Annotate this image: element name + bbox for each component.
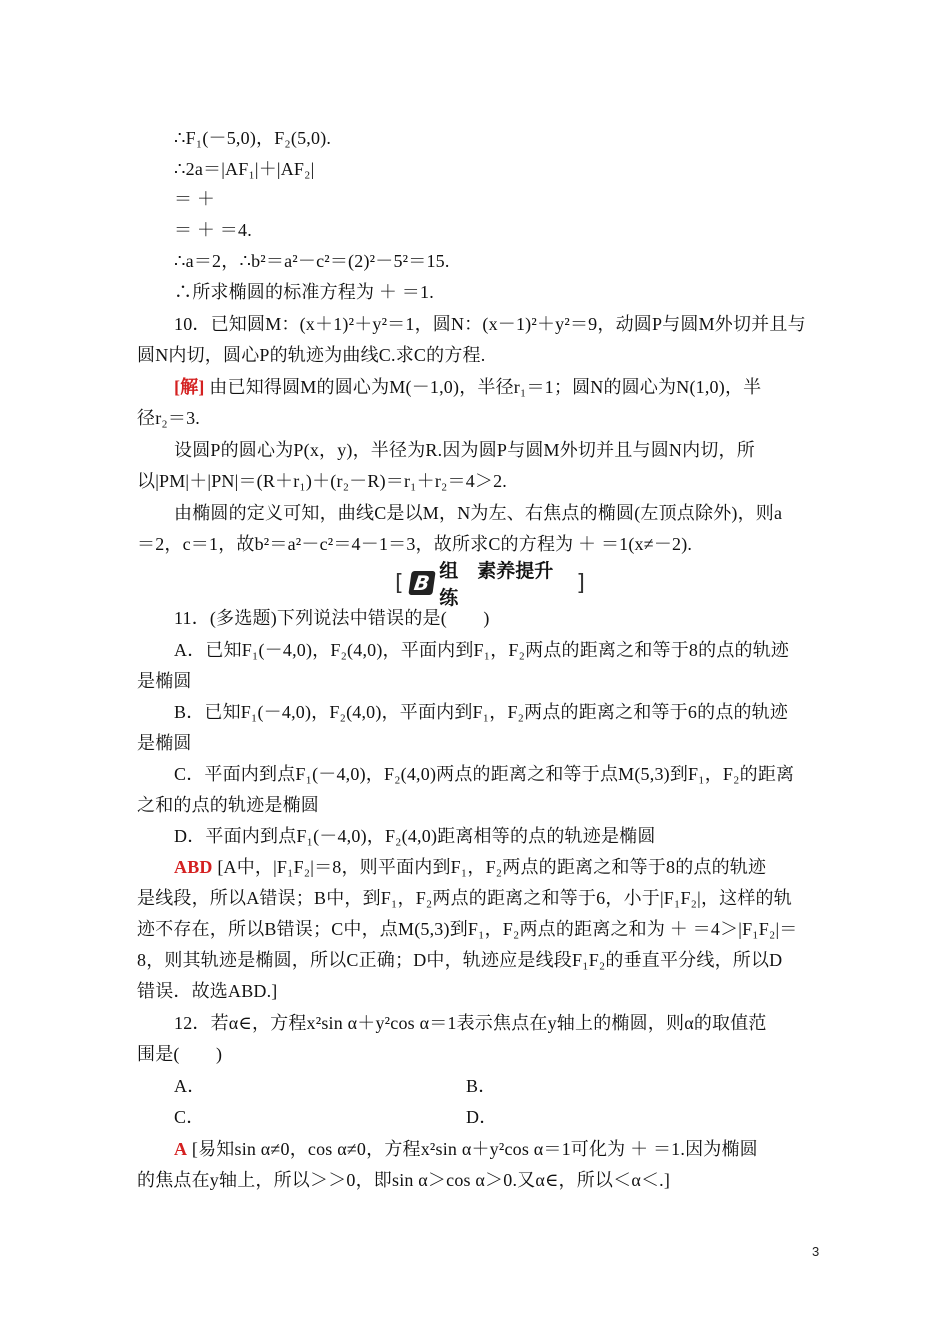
text-line [137, 979, 278, 1003]
line-text: 由椭圆的定义可知，曲线C是以M，N为左、右焦点的椭圆(左顶点除外)，则a [174, 503, 783, 523]
text-line [137, 793, 319, 817]
line-text: 8，则其轨迹是椭圆，所以C正确；D中，轨迹应是线段F₁F₂的垂直平分线，所以D [137, 950, 783, 970]
text-line [174, 1011, 767, 1035]
text-line [174, 218, 252, 242]
line-text: 11．(多选题)下列说法中错误的是( ) [174, 608, 490, 628]
text-line [174, 312, 806, 336]
text-line [466, 1105, 497, 1129]
answer-tag: [解] [174, 377, 205, 397]
text-line [137, 669, 192, 693]
text-line [174, 1137, 758, 1161]
line-text: 是椭圆 [137, 671, 192, 691]
text-line [174, 700, 788, 724]
line-text: 以|PM|＋|PN|＝(R＋r₁)＋(r₂－R)＝r₁＋r₂＝4＞2. [137, 471, 508, 491]
answer-tag: A [174, 1139, 188, 1159]
text-line [137, 469, 507, 493]
line-text: ∴所求椭圆的标准方程为 ＋ ＝1. [174, 282, 434, 302]
line-text: D．平面内到点F₁(－4,0)，F₂(4,0)距离相等的点的轨迹是椭圆 [174, 826, 656, 846]
line-text: ∴F₁(－5,0)，F₂(5,0). [174, 128, 332, 148]
text-line [174, 438, 755, 462]
line-text: ＝2，c＝1，故b²＝a²－c²＝4－1＝3，故所求C的方程为 ＋ ＝1(x≠－2). [137, 534, 693, 554]
text-line [174, 126, 331, 150]
line-text: ＝ ＋ [174, 189, 216, 209]
text-line [137, 343, 485, 367]
line-text: 10．已知圆M：(x＋1)²＋y²＝1，圆N：(x－1)²＋y²＝9，动圆P与圆M外切并且与 [174, 314, 806, 334]
text-line [137, 1042, 222, 1066]
line-text: A．已知F₁(－4,0)，F₂(4,0)，平面内到F₁，F₂两点的距离之和等于8的点的轨迹 [174, 640, 790, 660]
text-line [174, 501, 782, 525]
line-text: D． [466, 1107, 498, 1127]
line-text: 围是( ) [137, 1044, 223, 1064]
text-line [174, 638, 789, 662]
banner-close-bracket: ] [576, 570, 585, 596]
text-line [174, 375, 761, 399]
line-text: ∴a＝2，∴b²＝a²－c²＝(2)²－5²＝15. [174, 251, 450, 271]
text-line [174, 762, 794, 786]
banner-open-bracket: [ [395, 570, 404, 596]
page-number: 3 [812, 1244, 820, 1259]
section-title: 组 素养提升练 [439, 560, 554, 609]
text-line [137, 886, 792, 910]
line-text: A． [174, 1076, 206, 1096]
line-text: C． [174, 1107, 205, 1127]
line-text: [A中，|F₁F₂|＝8，则平面内到F₁，F₂两点的距离之和等于8的点的轨迹 [217, 857, 767, 877]
answer-tag: ABD [174, 857, 213, 877]
line-text: ∴2a＝|AF₁|＋|AF₂| [174, 159, 315, 179]
text-line [174, 855, 766, 879]
line-text: B．已知F₁(－4,0)，F₂(4,0)，平面内到F₁，F₂两点的距离之和等于6的点的轨迹 [174, 702, 789, 722]
text-line [137, 917, 797, 941]
text-line [174, 1074, 205, 1098]
text-line [174, 157, 314, 181]
text-line [174, 187, 215, 211]
section-b-banner [395, 560, 585, 609]
line-text: 迹不存在，所以B错误；C中，点M(5,3)到F₁，F₂两点的距离之和为 ＋ ＝4＞|F₁F₂|＝ [137, 919, 798, 939]
text-line [137, 731, 192, 755]
text-line [137, 948, 782, 972]
line-text: 的焦点在y轴上，所以＞＞0，即sin α＞cos α＞0.又α∈，所以＜α＜.] [137, 1170, 671, 1190]
b-group-badge-icon: B [408, 571, 435, 595]
line-text: B． [466, 1076, 497, 1096]
text-line [174, 824, 656, 848]
text-line [174, 249, 450, 273]
text-line [137, 532, 692, 556]
line-text: 是椭圆 [137, 733, 192, 753]
line-text: 错误．故选ABD.] [137, 981, 278, 1001]
line-text: 由已知得圆M的圆心为M(－1,0)，半径r₁＝1；圆N的圆心为N(1,0)，半 [209, 377, 762, 397]
line-text: 设圆P的圆心为P(x，y)，半径为R.因为圆P与圆M外切并且与圆N内切，所 [174, 440, 755, 460]
text-line [466, 1074, 496, 1098]
line-text: 圆N内切，圆心P的轨迹为曲线C.求C的方程. [137, 345, 486, 365]
line-text: 12．若α∈，方程x²sin α＋y²cos α＝1表示焦点在y轴上的椭圆，则α的取值范 [174, 1013, 767, 1033]
line-text: C．平面内到点F₁(－4,0)，F₂(4,0)两点的距离之和等于点M(5,3)到F₁，F₂的距离 [174, 764, 795, 784]
line-text: [易知sin α≠0，cos α≠0，方程x²sin α＋y²cos α＝1可化为 ＋ ＝1.因为椭圆 [191, 1139, 758, 1159]
line-text: 是线段，所以A错误；B中，到F₁，F₂两点的距离之和等于6，小于|F₁F₂|，这样的轨 [137, 888, 792, 908]
text-line [137, 1168, 670, 1192]
text-line [174, 1105, 204, 1129]
line-text: 径r₂＝3. [137, 408, 200, 428]
text-line [174, 280, 434, 304]
line-text: ＝ ＋ ＝4. [174, 220, 252, 240]
text-line [137, 406, 200, 430]
line-text: 之和的点的轨迹是椭圆 [137, 795, 319, 815]
